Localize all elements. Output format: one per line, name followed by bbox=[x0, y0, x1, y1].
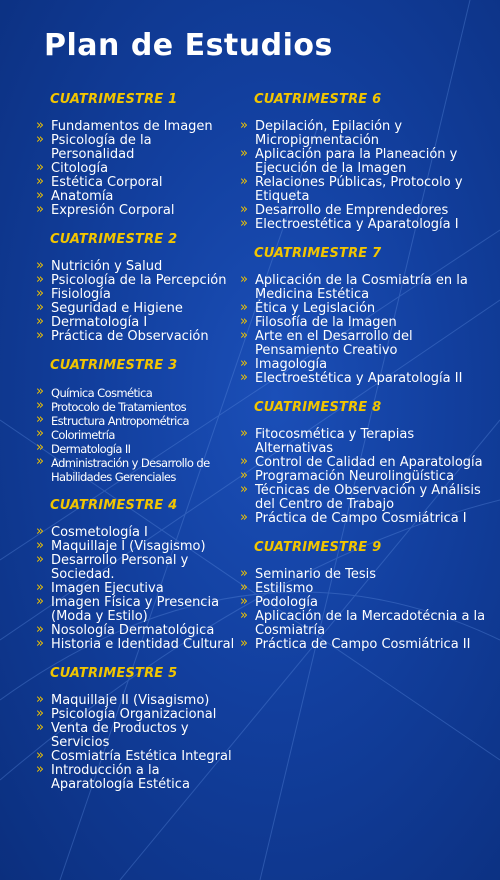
course-item bbox=[240, 316, 490, 330]
course-name: Estructura Antropométrica bbox=[51, 414, 189, 428]
semester-section bbox=[240, 540, 490, 652]
bullet-icon: » bbox=[36, 328, 44, 343]
course-item bbox=[36, 694, 236, 708]
course-name: Desarrollo de Emprendedores bbox=[255, 203, 449, 218]
bullet-icon: » bbox=[36, 636, 44, 651]
bullet-icon: » bbox=[36, 300, 44, 315]
course-item bbox=[240, 638, 490, 652]
course-list bbox=[36, 526, 236, 652]
bullet-icon: » bbox=[36, 692, 44, 707]
course-item bbox=[240, 358, 490, 372]
course-item bbox=[36, 260, 236, 274]
semester-section bbox=[240, 92, 490, 232]
bullet-icon: » bbox=[240, 454, 248, 469]
course-item bbox=[240, 176, 490, 204]
course-name: Introducción a la Aparatología Estética bbox=[51, 763, 190, 792]
course-item bbox=[36, 708, 236, 722]
course-name: Cosmetología I bbox=[51, 525, 148, 540]
course-item bbox=[36, 554, 236, 582]
semester-heading: CUATRIMESTRE 9 bbox=[254, 540, 382, 555]
bullet-icon: » bbox=[240, 118, 248, 133]
bullet-icon: » bbox=[240, 314, 248, 329]
course-name: Aplicación de la Mercadotécnia a la Cosmiatría bbox=[255, 609, 486, 638]
bullet-icon: » bbox=[36, 160, 44, 175]
course-name: Filosofía de la Imagen bbox=[255, 315, 397, 330]
course-item bbox=[36, 204, 236, 218]
course-item bbox=[36, 302, 236, 316]
course-name: Depilación, Epilación y Micropigmentación bbox=[255, 119, 403, 148]
semester-section bbox=[240, 246, 490, 386]
semester-heading: CUATRIMESTRE 8 bbox=[254, 400, 382, 415]
semester-section bbox=[36, 666, 236, 792]
course-item bbox=[240, 568, 490, 582]
bullet-icon: » bbox=[36, 454, 44, 469]
course-item bbox=[36, 456, 236, 484]
course-name: Imagen Física y Presencia (Moda y Estilo) bbox=[51, 595, 220, 624]
bullet-icon: » bbox=[36, 202, 44, 217]
bullet-icon: » bbox=[240, 202, 248, 217]
bullet-icon: » bbox=[240, 482, 248, 497]
bullet-icon: » bbox=[36, 426, 44, 441]
course-item bbox=[240, 302, 490, 316]
course-item bbox=[36, 316, 236, 330]
course-item bbox=[240, 512, 490, 526]
course-name: Desarrollo Personal y Sociedad. bbox=[51, 553, 189, 582]
semester-section bbox=[36, 92, 236, 218]
bullet-icon: » bbox=[36, 594, 44, 609]
course-name: Electroestética y Aparatología I bbox=[255, 217, 459, 232]
bullet-icon: » bbox=[240, 272, 248, 287]
course-list bbox=[240, 120, 490, 232]
course-name: Administración y Desarrollo de Habilidades Gerenciales bbox=[51, 456, 210, 484]
course-item bbox=[36, 722, 236, 750]
course-name: Imagología bbox=[255, 357, 328, 372]
semester-heading: CUATRIMESTRE 6 bbox=[254, 92, 382, 107]
course-item bbox=[36, 400, 236, 414]
course-name: Relaciones Públicas, Protocolo y Etiqueta bbox=[255, 175, 463, 204]
bullet-icon: » bbox=[36, 412, 44, 427]
course-item bbox=[36, 162, 236, 176]
course-name: Psicología Organizacional bbox=[51, 707, 217, 722]
bullet-icon: » bbox=[36, 748, 44, 763]
course-name: Aplicación de la Cosmiatría en la Medicina Estética bbox=[255, 273, 468, 302]
course-name: Programación Neurolingüística bbox=[255, 469, 455, 484]
course-item bbox=[36, 582, 236, 596]
course-name: Fitocosmética y Terapias Alternativas bbox=[255, 427, 415, 456]
bullet-icon: » bbox=[240, 510, 248, 525]
course-item bbox=[36, 414, 236, 428]
course-name: Nutrición y Salud bbox=[51, 259, 163, 274]
course-name: Podología bbox=[255, 595, 318, 610]
semester-section bbox=[36, 358, 236, 484]
course-item bbox=[240, 372, 490, 386]
course-name: Expresión Corporal bbox=[51, 203, 175, 218]
right-column bbox=[240, 92, 490, 666]
bullet-icon: » bbox=[240, 300, 248, 315]
course-item bbox=[240, 428, 490, 456]
course-item bbox=[36, 428, 236, 442]
course-item bbox=[240, 610, 490, 638]
semester-heading: CUATRIMESTRE 3 bbox=[50, 358, 178, 373]
course-item bbox=[36, 750, 236, 764]
bullet-icon: » bbox=[36, 286, 44, 301]
semester-heading: CUATRIMESTRE 1 bbox=[50, 92, 178, 107]
course-name: Fisiología bbox=[51, 287, 111, 302]
bullet-icon: » bbox=[36, 314, 44, 329]
course-item bbox=[36, 596, 236, 624]
course-item bbox=[240, 204, 490, 218]
bullet-icon: » bbox=[36, 440, 44, 455]
course-name: Práctica de Campo Cosmiátrica I bbox=[255, 511, 467, 526]
course-name: Anatomía bbox=[51, 189, 114, 204]
course-item bbox=[240, 456, 490, 470]
semester-section bbox=[36, 232, 236, 344]
bullet-icon: » bbox=[240, 370, 248, 385]
course-item bbox=[240, 148, 490, 176]
semester-heading: CUATRIMESTRE 4 bbox=[50, 498, 178, 513]
course-name: Protocolo de Tratamientos bbox=[51, 400, 187, 414]
course-name: Venta de Productos y Servicios bbox=[51, 721, 189, 750]
course-name: Electroestética y Aparatología II bbox=[255, 371, 463, 386]
course-item bbox=[240, 596, 490, 610]
course-name: Cosmiatría Estética Integral bbox=[51, 749, 232, 764]
bullet-icon: » bbox=[240, 328, 248, 343]
course-name: Colorimetría bbox=[51, 428, 115, 442]
course-item bbox=[240, 582, 490, 596]
bullet-icon: » bbox=[240, 216, 248, 231]
bullet-icon: » bbox=[240, 468, 248, 483]
course-item bbox=[36, 176, 236, 190]
course-item bbox=[36, 288, 236, 302]
course-list bbox=[36, 260, 236, 344]
bullet-icon: » bbox=[36, 174, 44, 189]
course-list bbox=[36, 694, 236, 792]
course-item bbox=[36, 190, 236, 204]
course-name: Química Cosmética bbox=[51, 386, 153, 400]
course-name: Arte en el Desarrollo del Pensamiento Creativo bbox=[255, 329, 413, 358]
semester-heading: CUATRIMESTRE 5 bbox=[50, 666, 178, 681]
course-name: Nosología Dermatológica bbox=[51, 623, 215, 638]
course-name: Dermatología I bbox=[51, 315, 148, 330]
bullet-icon: » bbox=[36, 118, 44, 133]
course-name: Maquillaje II (Visagismo) bbox=[51, 693, 210, 708]
bullet-icon: » bbox=[36, 720, 44, 735]
bullet-icon: » bbox=[36, 762, 44, 777]
course-item bbox=[36, 274, 236, 288]
bullet-icon: » bbox=[36, 622, 44, 637]
bullet-icon: » bbox=[240, 356, 248, 371]
bullet-icon: » bbox=[240, 174, 248, 189]
page-title: Plan de Estudios bbox=[44, 28, 333, 63]
course-name: Práctica de Campo Cosmiátrica II bbox=[255, 637, 471, 652]
course-name: Práctica de Observación bbox=[51, 329, 209, 344]
course-name: Maquillaje I (Visagismo) bbox=[51, 539, 206, 554]
course-name: Historia e Identidad Cultural bbox=[51, 637, 235, 652]
course-name: Control de Calidad en Aparatología bbox=[255, 455, 483, 470]
course-item bbox=[36, 330, 236, 344]
bullet-icon: » bbox=[240, 636, 248, 651]
course-name: Imagen Ejecutiva bbox=[51, 581, 164, 596]
bullet-icon: » bbox=[240, 608, 248, 623]
course-name: Seminario de Tesis bbox=[255, 567, 377, 582]
bullet-icon: » bbox=[36, 272, 44, 287]
course-list bbox=[240, 274, 490, 386]
course-item bbox=[240, 218, 490, 232]
course-item bbox=[240, 330, 490, 358]
bullet-icon: » bbox=[36, 384, 44, 399]
course-name: Estilismo bbox=[255, 581, 314, 596]
course-item bbox=[36, 540, 236, 554]
course-item bbox=[240, 274, 490, 302]
course-item bbox=[240, 484, 490, 512]
course-name: Psicología de la Personalidad bbox=[51, 133, 152, 162]
course-name: Seguridad e Higiene bbox=[51, 301, 183, 316]
bullet-icon: » bbox=[36, 552, 44, 567]
semester-section bbox=[240, 400, 490, 526]
course-item bbox=[36, 526, 236, 540]
bullet-icon: » bbox=[36, 524, 44, 539]
left-column bbox=[36, 92, 236, 806]
course-item bbox=[240, 470, 490, 484]
course-item bbox=[36, 442, 236, 456]
course-name: Dermatología II bbox=[51, 442, 131, 456]
semester-heading: CUATRIMESTRE 7 bbox=[254, 246, 382, 261]
bullet-icon: » bbox=[36, 706, 44, 721]
course-name: Técnicas de Observación y Análisis del Centro de Trabajo bbox=[255, 483, 481, 512]
course-list bbox=[240, 428, 490, 526]
course-item bbox=[36, 638, 236, 652]
course-item bbox=[36, 120, 236, 134]
bullet-icon: » bbox=[240, 566, 248, 581]
bullet-icon: » bbox=[240, 594, 248, 609]
course-name: Ética y Legislación bbox=[255, 301, 376, 316]
course-name: Citología bbox=[51, 161, 109, 176]
bullet-icon: » bbox=[240, 426, 248, 441]
course-item bbox=[36, 764, 236, 792]
semester-heading: CUATRIMESTRE 2 bbox=[50, 232, 178, 247]
course-name: Estética Corporal bbox=[51, 175, 163, 190]
bullet-icon: » bbox=[240, 580, 248, 595]
bullet-icon: » bbox=[36, 580, 44, 595]
course-item bbox=[240, 120, 490, 148]
bullet-icon: » bbox=[36, 398, 44, 413]
course-name: Psicología de la Percepción bbox=[51, 273, 227, 288]
bullet-icon: » bbox=[240, 146, 248, 161]
course-item bbox=[36, 134, 236, 162]
course-list bbox=[36, 386, 236, 484]
bullet-icon: » bbox=[36, 538, 44, 553]
course-list bbox=[36, 120, 236, 218]
course-list bbox=[240, 568, 490, 652]
course-item bbox=[36, 386, 236, 400]
bullet-icon: » bbox=[36, 258, 44, 273]
course-name: Fundamentos de Imagen bbox=[51, 119, 213, 134]
bullet-icon: » bbox=[36, 188, 44, 203]
bullet-icon: » bbox=[36, 132, 44, 147]
course-name: Aplicación para la Planeación y Ejecución de la Imagen bbox=[255, 147, 458, 176]
semester-section bbox=[36, 498, 236, 652]
course-item bbox=[36, 624, 236, 638]
